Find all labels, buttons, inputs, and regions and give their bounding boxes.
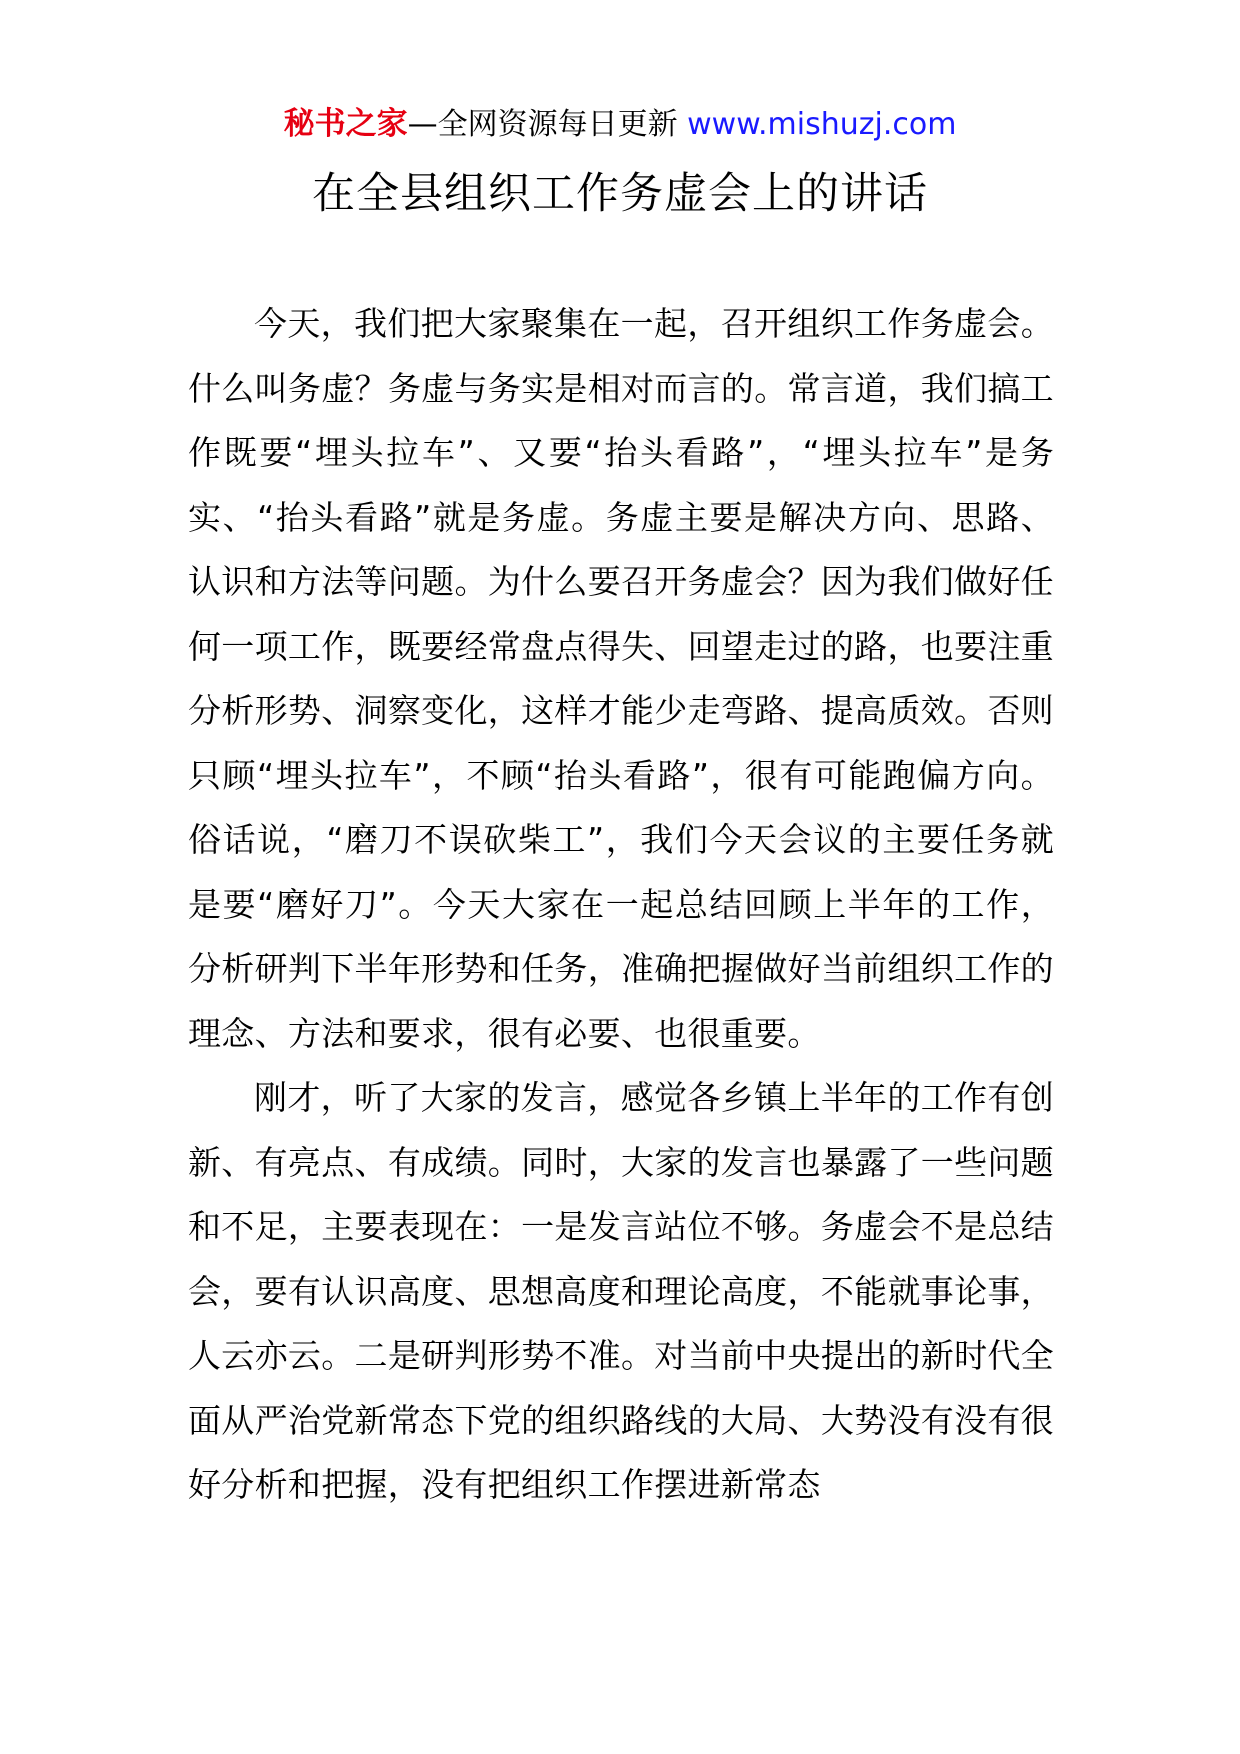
site-header — [0, 104, 1240, 145]
header-tagline: —全网资源每日更新 — [407, 107, 678, 142]
paragraph: 今天，我们把大家聚集在一起，召开组织工作务虚会。什么叫务虚？务虚与务实是相对而言的。常言道，我们搞工作既要“埋头拉车”、又要“抬头看路”，“埋头拉车”是务实、“抬头看路”就是务虚。务虚主要是解决方向、思路、认识和方法等问题。为什么要召开务虚会？因为我们做好任何一项工作，既要经常盘点得失、回望走过的路，也要注重分析形势、洞察变化，这样才能少走弯路、提高质效。否则只顾“埋头拉车”，不顾“抬头看路”，很有可能跑偏方向。俗话说，“磨刀不误砍柴工”，我们今天会议的主要任务就是要“磨好刀”。今天大家在一起总结回顾上半年的工作，分析研判下半年形势和任务，准确把握做好当前组织工作的理念、方法和要求，很有必要、也很重要。 — [188, 304, 1054, 1053]
document-title: 在全县组织工作务虚会上的讲话 — [312, 169, 928, 219]
brand-name: 秘书之家 — [283, 106, 408, 142]
site-url-link[interactable]: www.mishuzj.com — [687, 107, 957, 142]
paragraph: 刚才，听了大家的发言，感觉各乡镇上半年的工作有创新、有亮点、有成绩。同时，大家的发言也暴露了一些问题和不足，主要表现在：一是发言站位不够。务虚会不是总结会，要有认识高度、思想高度和理论高度，不能就事论事，人云亦云。二是研判形势不准。对当前中央提出的新时代全面从严治党新常态下党的组织路线的大局、大势没有没有很好分析和把握，没有把组织工作摆进新常态 — [188, 1078, 1054, 1504]
document-body — [188, 292, 1054, 1518]
